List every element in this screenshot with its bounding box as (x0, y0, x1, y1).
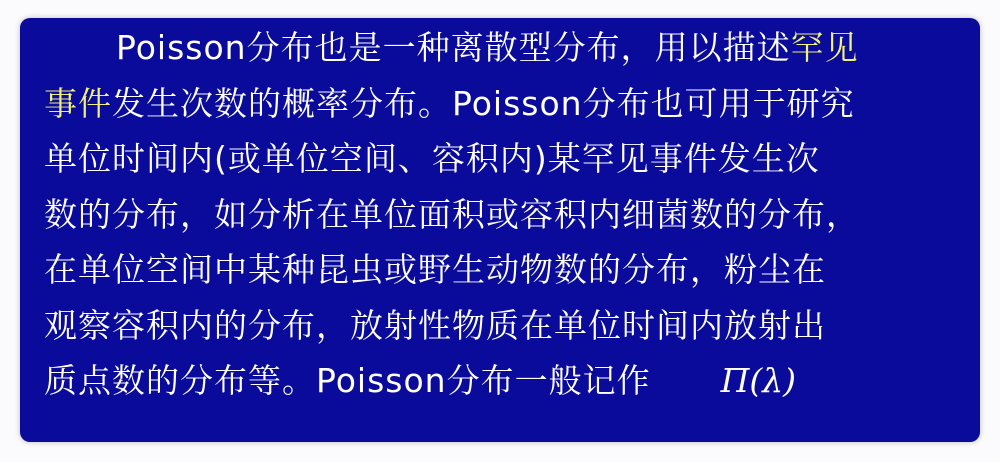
text-line-4 (44, 187, 974, 243)
highlight-event: 事件 (44, 83, 112, 123)
text-line-7 (44, 353, 974, 409)
text-line-1 (44, 20, 974, 76)
text-line-2 (44, 76, 974, 132)
line-7-text: 质点数的分布等。Poisson分布一般记作 (44, 361, 651, 400)
text-line-3 (44, 131, 974, 187)
line-3-text: 单位时间内(或单位空间、容积内)某罕见事件发生次 (44, 139, 820, 178)
highlight-rare: 罕见 (790, 28, 859, 67)
lecture-slide (20, 18, 980, 442)
poisson-notation: Π(λ) (720, 361, 797, 400)
line-4-text: 数的分布，如分析在单位面积或容积内细菌数的分布， (44, 194, 860, 234)
line-2-text: 发生次数的概率分布。Poisson分布也可用于研究 (112, 83, 855, 123)
line-5-text: 在单位空间中某种昆虫或野生动物数的分布，粉尘在 (44, 250, 826, 289)
text-line-6 (44, 298, 974, 354)
text-line-5 (44, 242, 974, 298)
slide-paragraph (44, 20, 974, 409)
line-1-text: Poisson分布也是一种离散型分布，用以描述 (116, 28, 791, 67)
line-6-text: 观察容积内的分布，放射性物质在单位时间内放射出 (44, 305, 826, 345)
